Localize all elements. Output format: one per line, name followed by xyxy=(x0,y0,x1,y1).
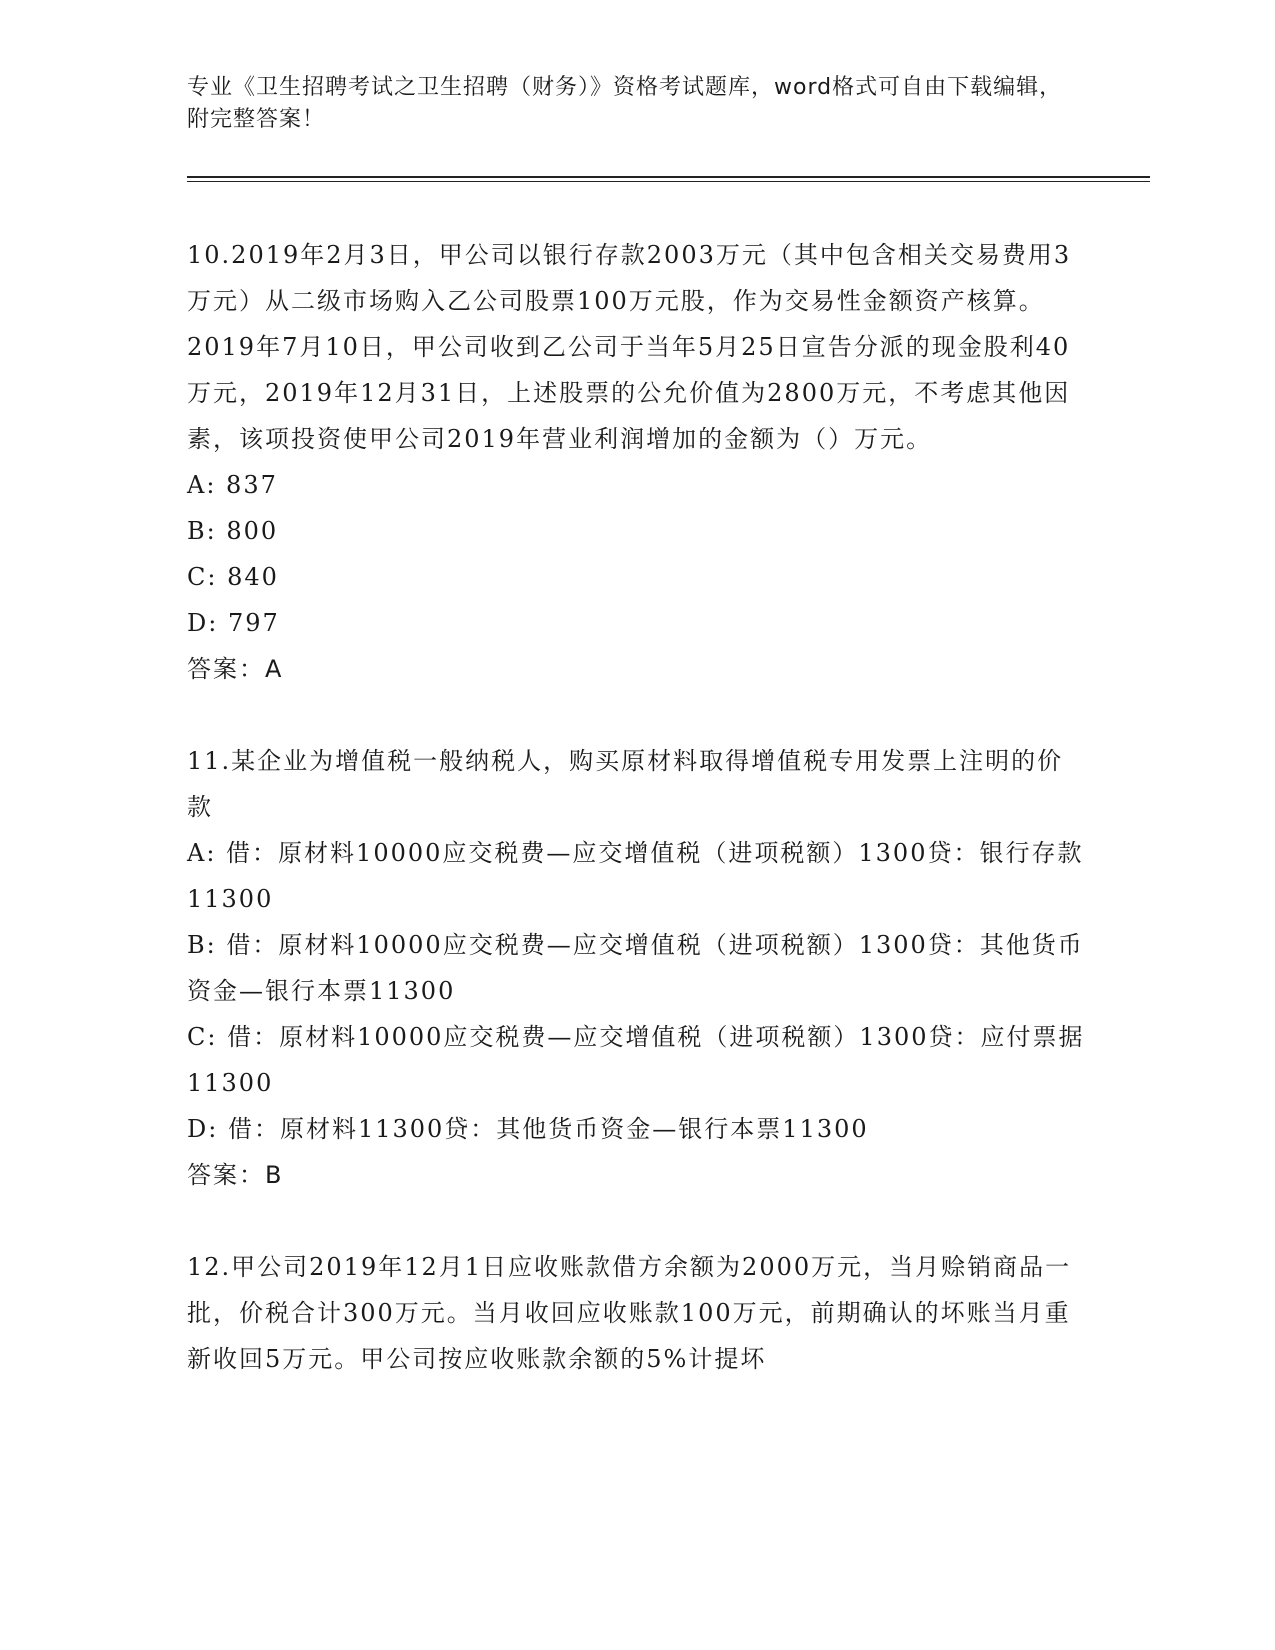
question-text: 10.2019年2月3日，甲公司以银行存款2003万元（其中包含相关交易费用3万元）从二级市场购入乙公司股票100万元股，作为交易性金额资产核算。2019年7月10日，甲公司收到乙公司于当年5月25日宣告分派的现金股利40万元，2019年12月31日，上述股票的公允价值为2800万元，不考虑其他因素，该项投资使甲公司2019年营业利润增加的金额为（）万元。 xyxy=(187,241,1072,453)
question-11 xyxy=(187,738,1087,1198)
answer-label: 答案：B xyxy=(187,1161,284,1189)
option-b: B: 800 xyxy=(187,517,279,545)
question-text: 11.某企业为增值税一般纳税人，购买原材料取得增值税专用发票上注明的价款 xyxy=(187,747,1064,821)
question-12 xyxy=(187,1244,1087,1382)
question-text: 12.甲公司2019年12月1日应收账款借方余额为2000万元，当月赊销商品一批，价税合计300万元。当月收回应收账款100万元，前期确认的坏账当月重新收回5万元。甲公司按应收账款余额的5%计提坏 xyxy=(187,1253,1072,1373)
option-c: C: 借：原材料10000应交税费—应交增值税（进项税额）1300贷：应付票据11300 xyxy=(187,1023,1085,1097)
option-d: D: 797 xyxy=(187,609,280,637)
header-rule-thin xyxy=(187,181,1150,182)
document-header: 专业《卫生招聘考试之卫生招聘（财务）》资格考试题库，word格式可自由下载编辑，附完整答案！ xyxy=(187,75,1063,132)
question-list xyxy=(187,232,1087,1428)
answer-label: 答案：A xyxy=(187,655,284,683)
option-a: A: 借：原材料10000应交税费—应交增值税（进项税额）1300贷：银行存款11300 xyxy=(187,839,1084,913)
option-b: B: 借：原材料10000应交税费—应交增值税（进项税额）1300贷：其他货币资金—银行本票11300 xyxy=(187,931,1084,1005)
header-rule-thick xyxy=(187,176,1150,178)
option-d: D: 借：原材料11300贷：其他货币资金—银行本票11300 xyxy=(187,1115,869,1143)
option-a: A: 837 xyxy=(187,471,278,499)
question-10 xyxy=(187,232,1087,692)
option-c: C: 840 xyxy=(187,563,279,591)
